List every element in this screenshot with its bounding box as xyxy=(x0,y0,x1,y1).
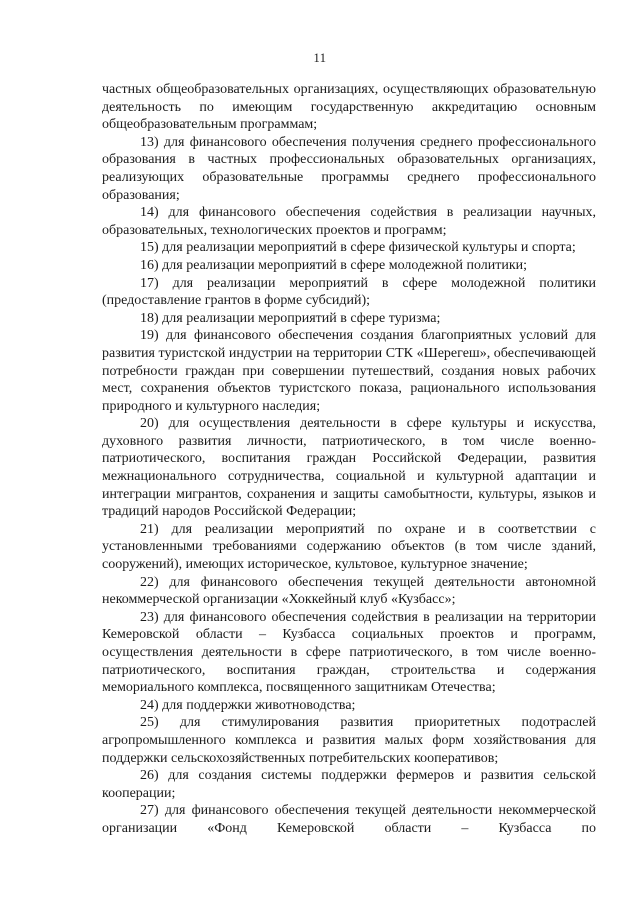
list-item-20: 20) для осуществления деятельности в сфере культуры и искусства, духовного развития личности, патриотического, в том числе военно-патриотического, воспитания граждан Российской Федерации, развития межнационального сотрудничества, социальной и культурной адаптации и интеграции мигрантов, сохранения и защиты самобытности, культуры, языков и традиций народов Российской Федерации; xyxy=(102,416,596,520)
list-item-19: 19) для финансового обеспечения создания благоприятных условий для развития туристской индустрии на территории СТК «Шерегеш», обеспечивающей потребности граждан при совершении путешествий, создания новых рабочих мест, сохранения объектов туристского показа, рационального использования природного и культурного наследия; xyxy=(102,328,596,414)
list-item-18: 18) для реализации мероприятий в сфере туризма; xyxy=(140,310,441,326)
paragraph-continuation: частных общеобразовательных организациях, осуществляющих образовательную деятельность по имеющим государственную аккредитацию основным общеобразовательным программам; xyxy=(102,82,596,133)
list-item-16: 16) для реализации мероприятий в сфере молодежной политики; xyxy=(140,257,528,273)
page-number: 11 xyxy=(313,51,327,65)
list-item-14: 14) для финансового обеспечения содействия в реализации научных, образовательных, технологических проектов и программ; xyxy=(102,205,596,238)
list-item-13: 13) для финансового обеспечения получения среднего профессионального образования в частных профессиональных образовательных организациях, реализующих образовательные программы среднего профессионального образования; xyxy=(102,134,596,203)
list-item-21: 21) для реализации мероприятий по охране и в соответствии с установленными требованиями содержанию объектов (в том числе зданий, сооружений), имеющих историческое, культовое, культурное значение; xyxy=(102,521,596,573)
list-item-23: 23) для финансового обеспечения содействия в реализации на территории Кемеровской области – Кузбасса социальных проектов и программ, осуществления деятельности в сфере патриотического, в том числе военно-патриотического, воспитания граждан, строительства и содержания мемориального комплекса, посвященного защитникам Отечества; xyxy=(102,609,596,696)
list-item-15: 15) для реализации мероприятий в сфере физической культуры и спорта; xyxy=(140,240,576,256)
list-item-27: 27) для финансового обеспечения текущей деятельности некоммерческой организации «Фонд Кемеровской области – Кузбасса по xyxy=(102,803,596,836)
document-body xyxy=(102,81,596,838)
list-item-17: 17) для реализации мероприятий в сфере молодежной политики (предоставление грантов в форме субсидий); xyxy=(102,275,596,309)
list-item-26: 26) для создания системы поддержки фермеров и развития сельской кооперации; xyxy=(102,768,596,801)
list-item-24: 24) для поддержки животноводства; xyxy=(140,697,356,713)
list-item-25: 25) для стимулирования развития приоритетных подотраслей агропромышленного комплекса и развития малых форм хозяйствования для поддержки сельскохозяйственных потребительских кооперативов; xyxy=(102,715,596,766)
list-item-22: 22) для финансового обеспечения текущей деятельности автономной некоммерческой организации «Хоккейный клуб «Кузбасс»; xyxy=(102,574,596,608)
